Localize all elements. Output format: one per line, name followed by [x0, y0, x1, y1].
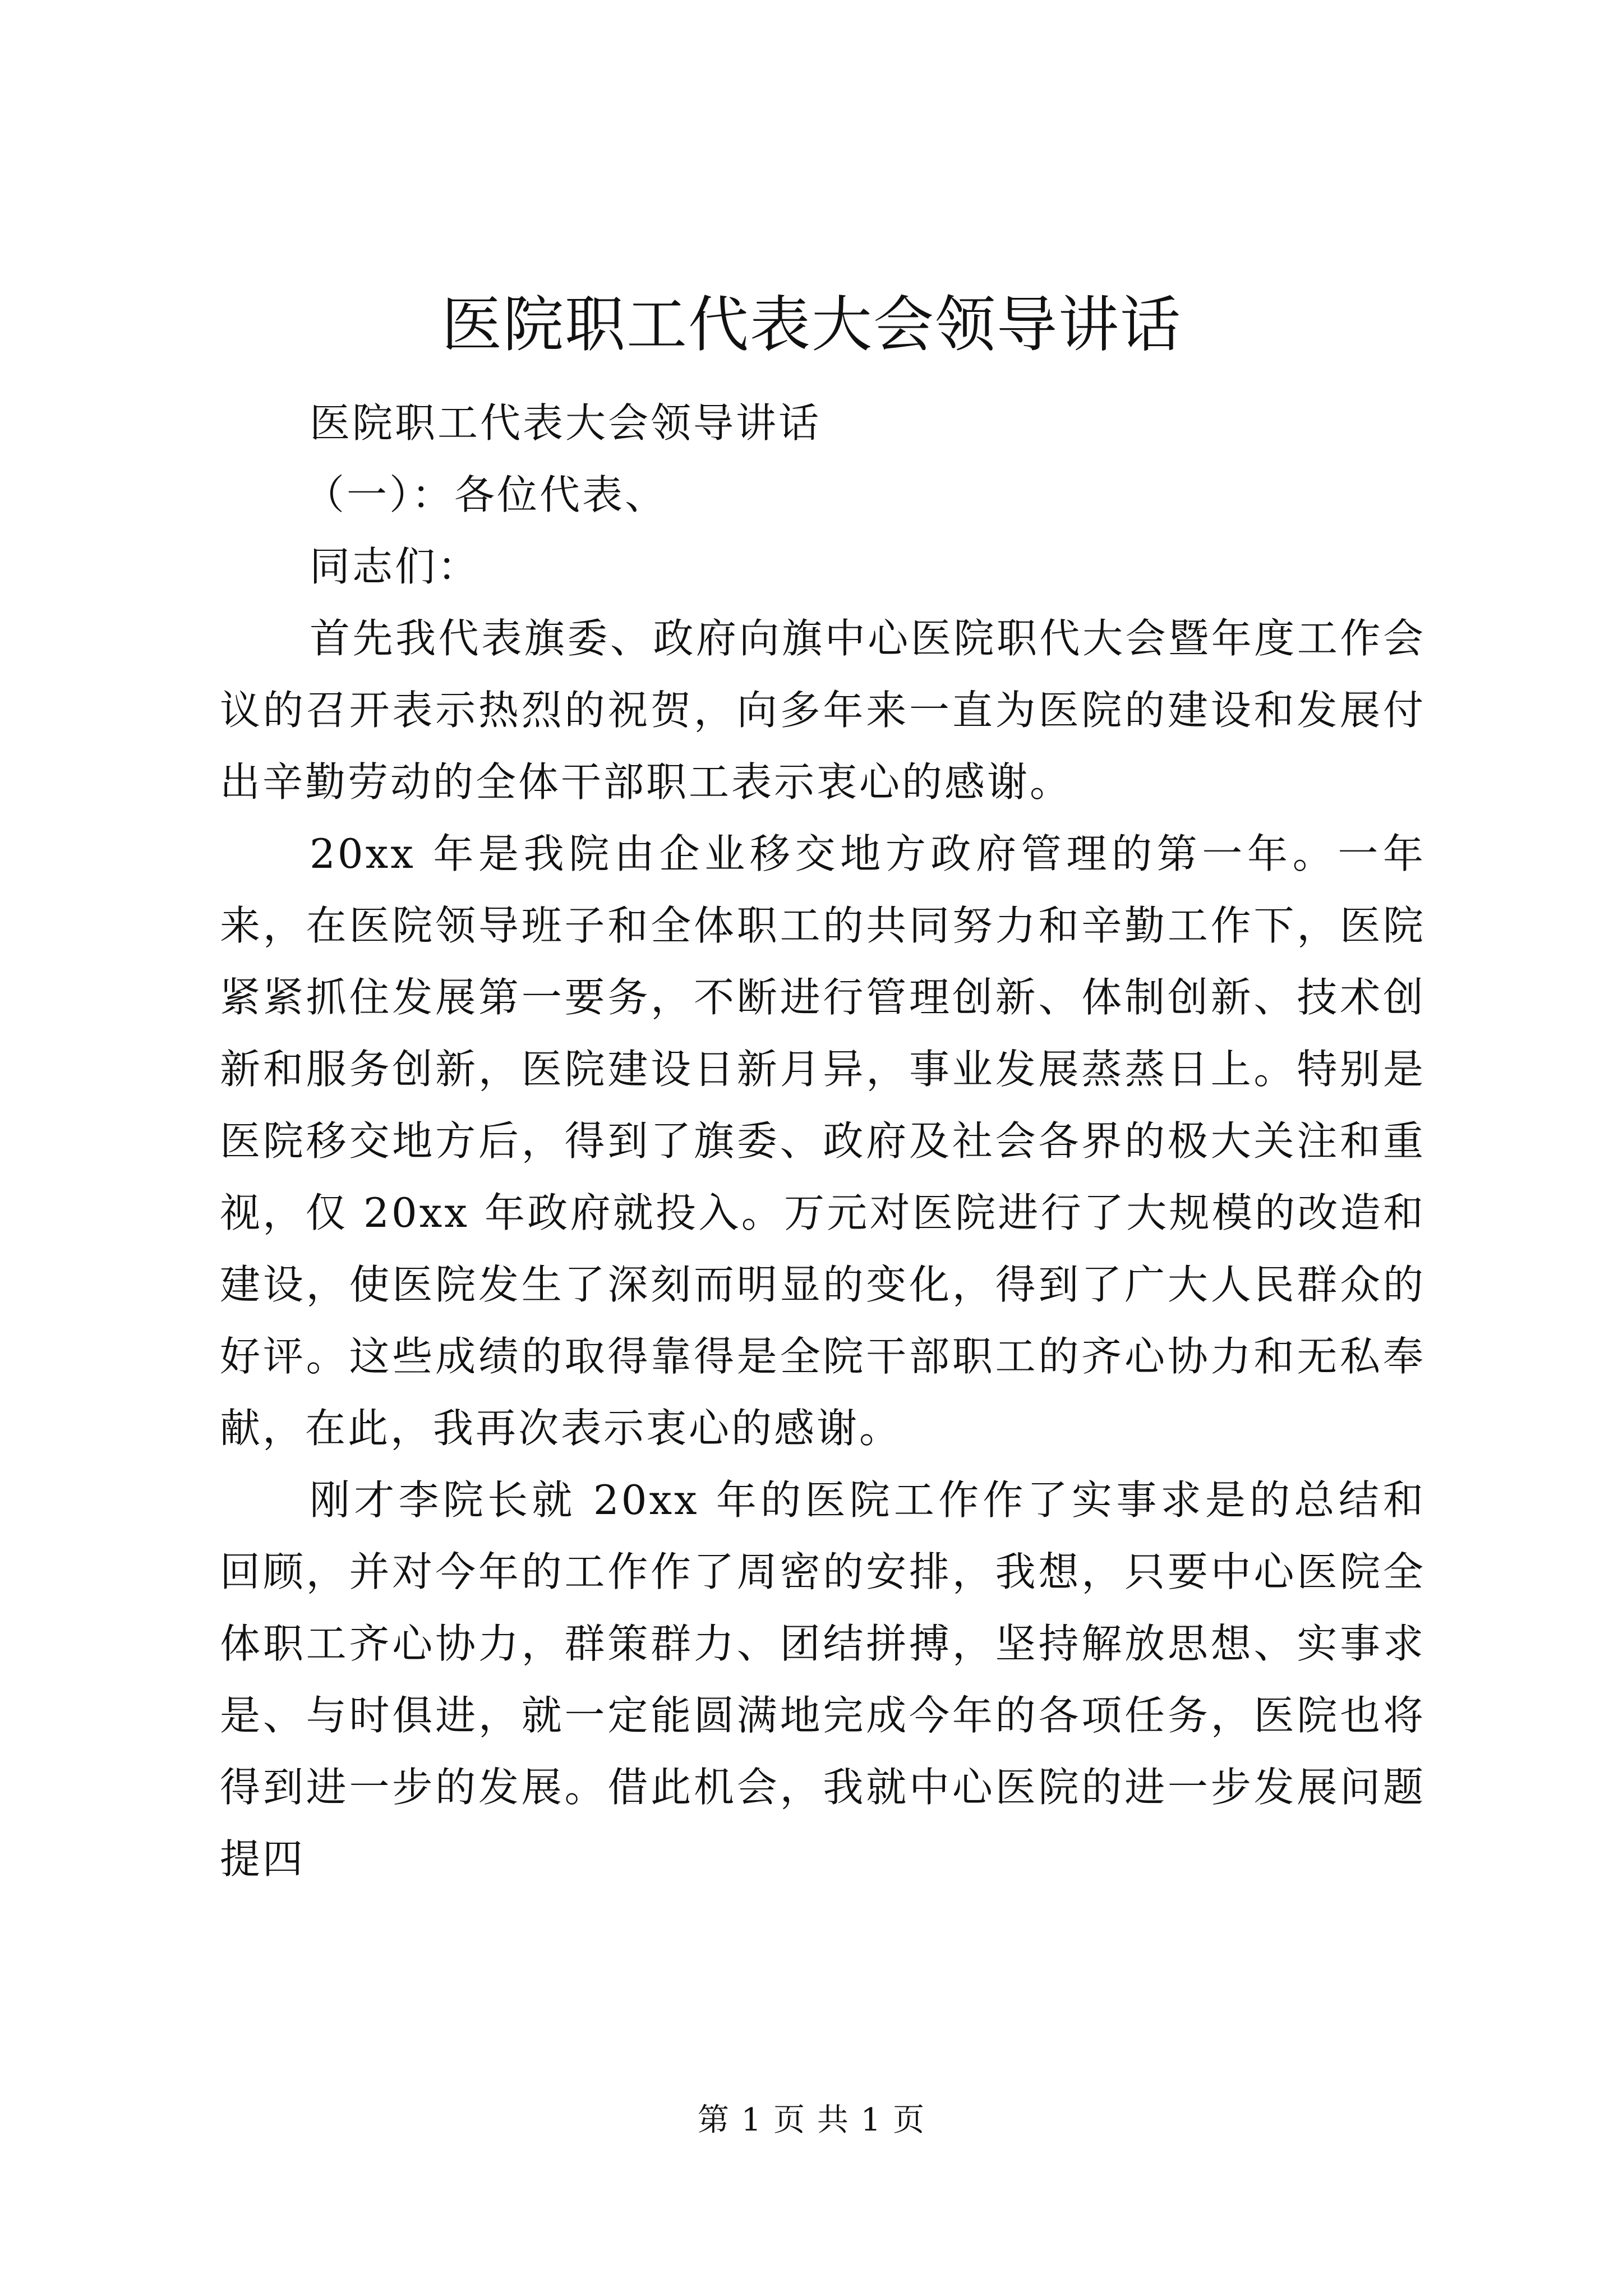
paragraph-salutation: 同志们：	[310, 543, 481, 590]
document-body	[220, 387, 1426, 1895]
paragraph-body: 20xx 年是我院由企业移交地方政府管理的第一年。一年来，在医院领导班子和全体职工的共同努力和辛勤工作下，医院紧紧抓住发展第一要务，不断进行管理创新、体制创新、技术创新和服务创新，医院建设日新月异，事业发展蒸蒸日上。特别是医院移交地方后，得到了旗委、政府及社会各界的极大关注和重视，仅 20xx 年政府就投入。万元对医院进行了大规模的改造和建设，使医院发生了深刻而明显的变化，得到了广大人民群众的好评。这些成绩的取得靠得是全院干部职工的齐心协力和无私奉献，在此，我再次表示衷心的感谢。	[220, 830, 1426, 1452]
page-footer: 第 1 页 共 1 页	[697, 2102, 926, 2138]
paragraph-body: 首先我代表旗委、政府向旗中心医院职代大会暨年度工作会议的召开表示热烈的祝贺，向多年来一直为医院的建设和发展付出辛勤劳动的全体干部职工表示衷心的感谢。	[220, 615, 1426, 806]
paragraph-section-label: （一）：各位代表、	[304, 471, 668, 518]
document-title: 医院职工代表大会领导讲话	[441, 290, 1182, 360]
paragraph-subtitle: 医院职工代表大会领导讲话	[310, 399, 822, 447]
paragraph-body: 刚才李院长就 20xx 年的医院工作作了实事求是的总结和回顾，并对今年的工作作了周密的安排，我想，只要中心医院全体职工齐心协力，群策群力、团结拼搏，坚持解放思想、实事求是、与时俱进，就一定能圆满地完成今年的各项任务，医院也将得到进一步的发展。借此机会，我就中心医院的进一步发展问题提四	[220, 1476, 1426, 1883]
